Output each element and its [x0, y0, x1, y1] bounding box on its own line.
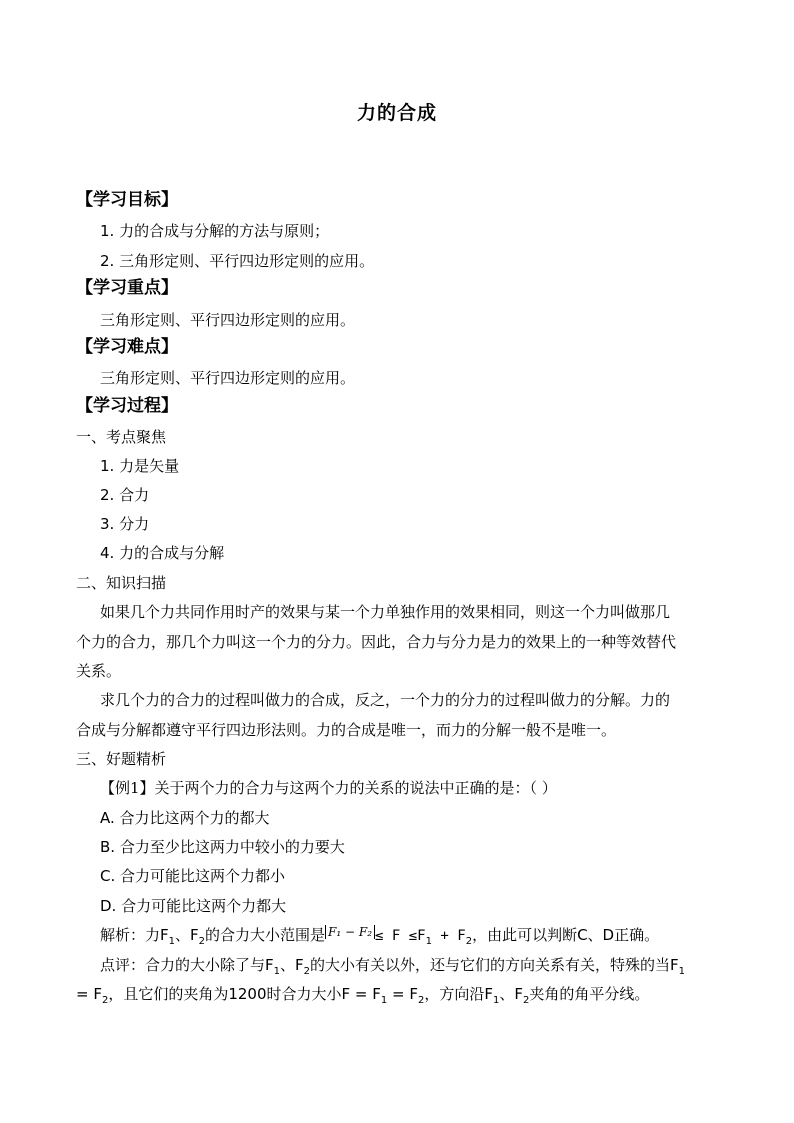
- subscript: 2: [198, 936, 206, 947]
- comment-line-2: [76, 984, 649, 1011]
- subscript: 1: [168, 936, 176, 947]
- subscript: 2: [523, 995, 530, 1006]
- key-points-heading: 【学习重点】: [76, 278, 178, 298]
- goal-item: 1. 力的合成与分解的方法与原则；: [100, 222, 330, 240]
- subscript: 1: [678, 966, 686, 977]
- inequality: ≤ F ≤F: [375, 928, 426, 944]
- process-heading: 【学习过程】: [76, 396, 178, 416]
- list-item: 4. 力的合成与分解: [100, 544, 225, 562]
- option-d: D. 合力可能比这两个力都大: [100, 897, 287, 915]
- analysis-text: ，由此可以判断C、D正确。: [472, 926, 660, 944]
- analysis-line: [100, 925, 659, 952]
- analysis-text: 、F: [175, 926, 199, 944]
- example-question-line: [100, 778, 557, 798]
- paragraph-line: 关系。: [76, 662, 122, 680]
- analysis-text: 解析：力F: [100, 926, 169, 944]
- section-title: 三、好题精析: [76, 750, 167, 768]
- option-a: A. 合力比这两个力的都大: [100, 809, 270, 827]
- subscript: 1: [493, 995, 500, 1006]
- paragraph-line: 合成与分解都遵守平行四边形法则。力的合成是唯一，而力的分解一般不是唯一。: [76, 721, 617, 739]
- option-b: B. 合力至少比这两力中较小的力要大: [100, 838, 345, 856]
- paragraph-line: 个力的合力，那几个力叫这一个力的分力。因此，合力与分力是力的效果上的一种等效替代: [76, 633, 677, 651]
- comment-text: ，方向沿F: [424, 985, 494, 1003]
- comment-text: 、F: [280, 956, 304, 974]
- key-points-text: 三角形定则、平行四边形定则的应用。: [100, 311, 356, 329]
- difficulties-text: 三角形定则、平行四边形定则的应用。: [100, 369, 356, 387]
- comment-text: 的大小有关以外，还与它们的方向关系有关，特殊的当F: [310, 956, 679, 974]
- comment-text: = F: [76, 985, 102, 1003]
- comment-text: 、F: [499, 985, 524, 1003]
- analysis-text: 的合力大小范围是: [205, 926, 326, 944]
- comment-text: ，且它们的夹角为1200时合力大小F = F: [108, 985, 381, 1003]
- goal-item: 2. 三角形定则、平行四边形定则的应用。: [100, 252, 375, 270]
- paragraph-line: 求几个力的合力的过程叫做力的合成，反之，一个力的分力的过程叫做力的分解。力的: [100, 691, 671, 709]
- difficulties-heading: 【学习难点】: [76, 337, 178, 357]
- subscript: 1: [425, 936, 432, 947]
- comment-text: 点评：合力的大小除了与F: [100, 956, 274, 974]
- formula-text: + F: [431, 928, 466, 944]
- subscript: 2: [101, 995, 109, 1006]
- example-label: 【例1】: [100, 779, 155, 797]
- subscript: 1: [273, 966, 281, 977]
- comment-text: = F: [387, 985, 418, 1003]
- option-c: C. 合力可能比这两个力都小: [100, 867, 286, 885]
- subscript: 2: [418, 995, 425, 1006]
- list-item: 2. 合力: [100, 486, 150, 504]
- list-item: 1. 力是矢量: [100, 457, 180, 475]
- comment-text: 夹角的角平分线。: [529, 985, 650, 1003]
- paragraph-line: 如果几个力共同作用时产的效果与某一个力单独作用的效果相同，则这一个力叫做那几: [100, 603, 671, 621]
- example-question: 关于两个力的合力与这两个力的关系的说法中正确的是：（ ）: [154, 779, 557, 797]
- subscript: 2: [465, 936, 473, 947]
- section-title: 一、考点聚焦: [76, 428, 167, 446]
- comment-line-1: [100, 955, 685, 982]
- section-title: 二、知识扫描: [76, 574, 167, 592]
- page-title: 力的合成: [356, 102, 437, 124]
- subscript: 2: [303, 966, 311, 977]
- list-item: 3. 分力: [100, 515, 150, 533]
- abs-formula: F₁ − F₂: [325, 925, 375, 939]
- subscript: 1: [380, 995, 388, 1006]
- goals-heading: 【学习目标】: [76, 190, 178, 210]
